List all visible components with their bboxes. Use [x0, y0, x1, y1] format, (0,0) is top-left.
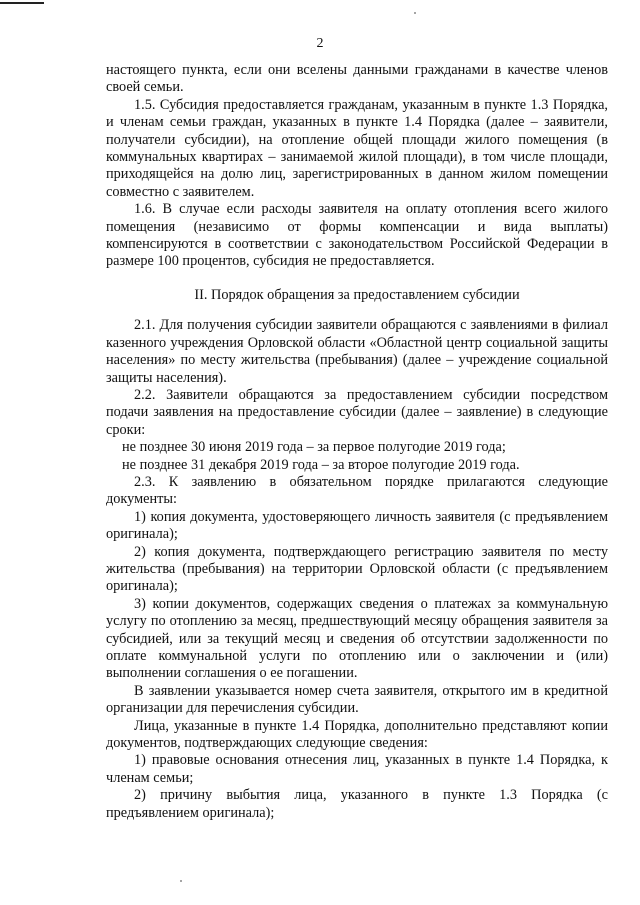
paragraph-1-6: 1.6. В случае если расходы заявителя на оплату отопления всего жилого помещения (независимо от формы компенсации и вида выплаты) компенсируются в соответствии с законодательством Российской Федерации в размере 100 процентов, субсидия не предоставляется. [106, 201, 608, 270]
deadline-first-half: не позднее 30 июня 2019 года – за первое полугодие 2019 года; [122, 439, 506, 456]
document-body [106, 62, 608, 822]
scan-speck [180, 880, 182, 882]
section-heading: II. Порядок обращения за предоставлением субсидии [194, 286, 520, 303]
list-item-3: 3) копии документов, содержащих сведения о платежах за коммунальную услугу по отоплению за месяц, предшествующий месяцу обращения заявителя за субсидией, или за текущий месяц и сведения об отсутствии задолженности по оплате коммунальной услуги по отоплению или о заключении и (или) выполнении соглашения о ее погашении. [106, 595, 608, 682]
paragraph: настоящего пункта, если они вселены данными гражданами в качестве членов своей семьи. [106, 62, 608, 96]
paragraph-2-1: 2.1. Для получения субсидии заявители обращаются с заявлениями в филиал казенного учреждения Орловской области «Областной центр социальной защиты населения» по месту жительства (пребывания) (далее – учреждение социальной защиты населения). [106, 317, 608, 386]
scan-speck [414, 12, 416, 14]
paragraph-1-5: 1.5. Субсидия предоставляется гражданам, указанным в пункте 1.3 Порядка, и членам семьи граждан, указанных в пункте 1.4 Порядка (далее – заявители, получатели субсидии), на отопление общей площади жилого помещения (в коммунальных квартирах – занимаемой жилой площади), в том числе площади, приходящейся на долю лиц, зарегистрированных в данном жилом помещении совместно с заявителем. [106, 96, 608, 200]
scan-mark [0, 2, 44, 4]
deadline-second-half: не позднее 31 декабря 2019 года – за второе полугодие 2019 года. [122, 456, 520, 473]
paragraph-account: В заявлении указывается номер счета заявителя, открытого им в кредитной организации для перечисления субсидии. [106, 682, 608, 717]
paragraph-additional-docs: Лица, указанные в пункте 1.4 Порядка, дополнительно представляют копии документов, подтверждающих следующие сведения: [106, 717, 608, 752]
additional-item-2: 2) причину выбытия лица, указанного в пункте 1.3 Порядка (с предъявлением оригинала); [106, 787, 608, 821]
list-item-2: 2) копия документа, подтверждающего регистрацию заявителя по месту жительства (пребывания) на территории Орловской области (с предъявлением оригинала); [106, 543, 608, 595]
list-item-1: 1) копия документа, удостоверяющего личность заявителя (с предъявлением оригинала); [106, 508, 608, 543]
additional-item-1: 1) правовые основания отнесения лиц, указанных в пункте 1.4 Порядка, к членам семьи; [106, 752, 608, 786]
paragraph-2-2: 2.2. Заявители обращаются за предоставлением субсидии посредством подачи заявления на предоставление субсидии (далее – заявление) в следующие сроки: [106, 386, 608, 438]
page-number: 2 [316, 36, 324, 51]
paragraph-2-3: 2.3. К заявлению в обязательном порядке прилагаются следующие документы: [106, 473, 608, 508]
